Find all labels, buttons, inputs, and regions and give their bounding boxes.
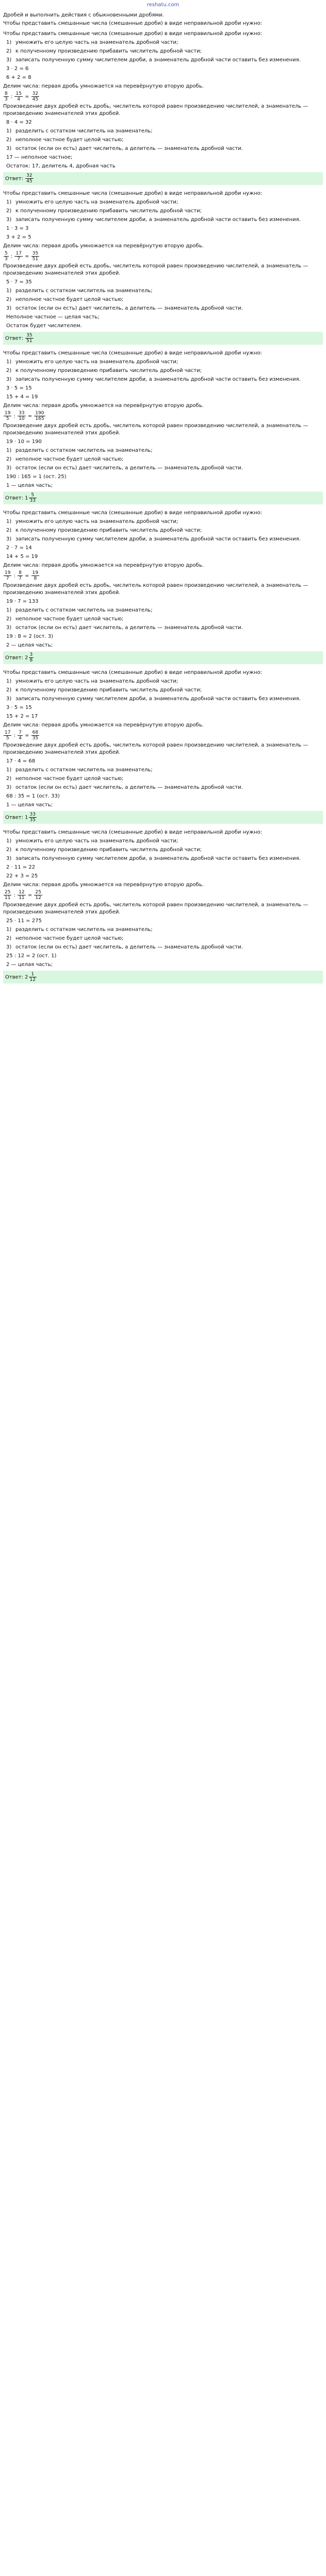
product-step: 19 · 10 = 190	[6, 439, 42, 445]
mixed-rule-step: 3) остаток (если он есть) дает числитель, а делитель — знаменатель дробной части.	[6, 306, 243, 311]
mixed-step: Неполное частное — целая часть;	[6, 314, 100, 320]
fraction: $\frac{12}{11}$	[19, 890, 25, 901]
calc-step: 3 · 5 = 15	[6, 705, 32, 710]
fraction: $\frac{32}{45}$	[26, 173, 32, 184]
mixed-step: Остаток: 17, делитель 4, дробная часть	[6, 163, 116, 169]
rule-intro: Чтобы представить смешанные числа (смешанные дроби) в виде неправильной дроби нужно:	[3, 829, 263, 835]
division-rule: Делим числа: первая дробь умножается на перевёрнутую вторую дробь.	[3, 563, 204, 568]
fraction: $\frac{8}{7}$	[19, 570, 22, 581]
answer-whole: 2	[25, 655, 28, 661]
calc-step: 2 · 11 = 22	[6, 865, 36, 870]
rule-step: 3) записать полученную сумму числителем дроби, а знаменатель дробной части оставить без изменения.	[6, 856, 301, 861]
calc-step: 3 + 2 = 5	[6, 234, 31, 240]
fraction: $\frac{3}{8}$	[29, 652, 33, 663]
product-step: 19 · 7 = 133	[6, 599, 39, 604]
fraction: $\frac{33}{35}$	[29, 812, 36, 823]
rule-step: 1) умножить его целую часть на знаменатель дробной части;	[6, 679, 178, 684]
fraction: $\frac{32}{45}$	[32, 91, 39, 102]
problem-block	[3, 350, 323, 504]
mixed-rule-step: 3) остаток (если он есть) дает числитель, а делитель — знаменатель дробной части.	[6, 146, 243, 151]
page	[0, 0, 326, 984]
mixed-rule-step: 1) разделить с остатком числитель на знаменатель;	[6, 448, 153, 453]
reduce-rule: Произведение двух дробей есть дробь, числитель которой равен произведению числителей, а знаменатель — произведению знаменателей этих дробей.	[3, 423, 308, 436]
rule-intro: Чтобы представить смешанные числа (смешанные дроби) в виде неправильной дроби нужно:	[3, 510, 263, 516]
fraction: $\frac{19}{8}$	[32, 570, 39, 581]
mixed-step: 1 — целая часть;	[6, 802, 53, 808]
mixed-rule-step: 3) остаток (если он есть) дает числитель, а делитель — знаменатель дробной части.	[6, 465, 243, 471]
fraction-expr: $\frac{19}{5}$ : $\frac{33}{10}$ = $\frac{190}{165}$	[5, 411, 44, 421]
rule-step: 1) умножить его целую часть на знаменатель дробной части;	[6, 359, 178, 365]
calc-step: 1 · 3 = 3	[6, 226, 29, 231]
reduce-rule: Произведение двух дробей есть дробь, числитель которой равен произведению числителей, а знаменатель — произведению знаменателей этих дробей.	[3, 583, 308, 596]
rule-intro: Чтобы представить смешанные числа (смешанные дроби) в виде неправильной дроби нужно:	[3, 670, 263, 675]
intro	[3, 12, 323, 27]
answer: Ответ: 2 $\frac{1}{12}$	[3, 971, 323, 984]
mixed-step: 25 : 12 = 2 (ост. 1)	[6, 953, 57, 959]
division-rule: Делим числа: первая дробь умножается на перевёрнутую вторую дробь.	[3, 722, 204, 728]
problem-block	[3, 669, 323, 824]
calc-step: 6 + 2 = 8	[6, 75, 31, 80]
fraction-expr: $\frac{8}{3}$ : $\frac{15}{4}$ = $\frac{32}{45}$	[5, 91, 39, 102]
division-rule: Делим числа: первая дробь умножается на перевёрнутую вторую дробь.	[3, 882, 204, 888]
fraction: $\frac{190}{165}$	[35, 411, 44, 421]
rule-step: 2) к полученному произведению прибавить числитель дробной части;	[6, 48, 202, 54]
fraction: $\frac{33}{10}$	[19, 411, 25, 421]
fraction: $\frac{8}{3}$	[5, 91, 8, 102]
problem-block	[3, 190, 323, 345]
answer: Ответ: 1 $\frac{33}{35}$	[3, 811, 323, 824]
site-title[interactable]: reshatu.com	[146, 2, 180, 8]
mixed-rule-step: 2) неполное частное будет целой частью;	[6, 456, 124, 462]
rule-step: 1) умножить его целую часть на знаменатель дробной части;	[6, 199, 178, 205]
rule-step: 1) умножить его целую часть на знаменатель дробной части;	[6, 838, 178, 844]
product-step: 5 · 7 = 35	[6, 279, 32, 285]
rule-step: 1) умножить его целую часть на знаменатель дробной части;	[6, 40, 178, 45]
fraction: $\frac{5}{33}$	[29, 493, 36, 503]
answer: Ответ: $\frac{35}{51}$	[3, 332, 323, 345]
calc-step: 14 + 5 = 19	[6, 554, 38, 560]
site-header[interactable]	[0, 0, 326, 11]
answer-whole: 1	[25, 495, 28, 501]
answer-whole: 1	[25, 815, 28, 821]
mixed-rule-step: 3) остаток (если он есть) дает числитель, а делитель — знаменатель дробной части.	[6, 625, 243, 631]
product-step: 17 · 4 = 68	[6, 758, 36, 764]
product-step: 25 · 11 = 275	[6, 918, 42, 924]
rule-step: 3) записать полученную сумму числителем дроби, а знаменатель дробной части оставить без изменения.	[6, 536, 301, 542]
mixed-rule-step: 2) неполное частное будет целой частью;	[6, 936, 124, 941]
mixed-step: 190 : 165 = 1 (ост. 25)	[6, 474, 67, 480]
calc-step: 3 · 5 = 15	[6, 385, 32, 391]
rule-step: 2) к полученному произведению прибавить числитель дробной части;	[6, 687, 202, 693]
rule-step: 2) к полученному произведению прибавить числитель дробной части;	[6, 528, 202, 533]
rule-step: 3) записать полученную сумму числителем дроби, а знаменатель дробной части оставить без изменения.	[6, 217, 301, 223]
fraction: $\frac{7}{4}$	[19, 730, 22, 741]
calc-step: 3 · 2 = 6	[6, 66, 29, 72]
fraction-expr: $\frac{25}{11}$ : $\frac{12}{11}$ = $\frac{25}{12}$	[5, 890, 41, 901]
mixed-rule-step: 2) неполное частное будет целой частью;	[6, 776, 124, 782]
fraction: $\frac{17}{5}$	[5, 730, 11, 741]
fraction: $\frac{5}{3}$	[5, 251, 8, 262]
fraction: $\frac{15}{4}$	[15, 91, 22, 102]
mixed-step: 17 — неполное частное;	[6, 155, 73, 160]
answer-whole: 2	[25, 974, 28, 980]
product-step: 8 · 4 = 32	[6, 120, 32, 125]
mixed-rule-step: 1) разделить с остатком числитель на знаменатель;	[6, 767, 153, 773]
mixed-step: Остаток будет числителем.	[6, 323, 82, 329]
calc-step: 2 · 7 = 14	[6, 545, 32, 551]
fraction: $\frac{19}{7}$	[5, 570, 11, 581]
problem-block	[3, 510, 323, 664]
fraction: $\frac{68}{35}$	[32, 730, 39, 741]
rule-intro: Чтобы представить смешанные числа (смешанные дроби) в виде неправильной дроби нужно:	[3, 31, 263, 37]
answer: Ответ: 1 $\frac{5}{33}$	[3, 492, 323, 504]
mixed-rule-step: 1) разделить с остатком числитель на знаменатель;	[6, 607, 153, 613]
fraction: $\frac{35}{51}$	[26, 333, 32, 344]
fraction: $\frac{1}{12}$	[29, 972, 36, 982]
fraction: $\frac{25}{12}$	[35, 890, 41, 901]
rule-step: 1) умножить его целую часть на знаменатель дробной части;	[6, 519, 178, 524]
reduce-rule: Произведение двух дробей есть дробь, числитель которой равен произведению числителей, а знаменатель — произведению знаменателей этих дробей.	[3, 742, 308, 755]
division-rule: Делим числа: первая дробь умножается на перевёрнутую вторую дробь.	[3, 83, 204, 89]
content	[0, 12, 326, 984]
problems-list	[3, 30, 323, 984]
rule-intro: Чтобы представить смешанные числа (смешанные дроби) в виде неправильной дроби нужно:	[3, 191, 263, 196]
mixed-step: 2 — целая часть;	[6, 962, 53, 968]
fraction: $\frac{25}{11}$	[5, 890, 11, 901]
rule-step: 3) записать полученную сумму числителем дроби, а знаменатель дробной части оставить без изменения.	[6, 57, 301, 63]
rule-step: 3) записать полученную сумму числителем дроби, а знаменатель дробной части оставить без изменения.	[6, 696, 301, 702]
mixed-rule-step: 2) неполное частное будет целой частью;	[6, 297, 124, 302]
intro-line: Дробей и выполнить действия с обыкновенными дробями.	[3, 12, 164, 18]
mixed-step: 1 — целая часть;	[6, 483, 53, 488]
mixed-step: 2 — целая часть;	[6, 642, 53, 648]
calc-step: 15 + 4 = 19	[6, 394, 38, 400]
answer: Ответ: $\frac{32}{45}$	[3, 172, 323, 185]
rule-step: 2) к полученному произведению прибавить числитель дробной части;	[6, 847, 202, 853]
rule-intro: Чтобы представить смешанные числа (смешанные дроби) в виде неправильной дроби нужно:	[3, 350, 263, 356]
division-rule: Делим числа: первая дробь умножается на перевёрнутую вторую дробь.	[3, 403, 204, 409]
mixed-rule-step: 2) неполное частное будет целой частью;	[6, 137, 124, 143]
fraction: $\frac{17}{7}$	[15, 251, 22, 262]
mixed-rule-step: 2) неполное частное будет целой частью;	[6, 616, 124, 622]
rule-step: 2) к полученному произведению прибавить числитель дробной части;	[6, 208, 202, 214]
mixed-rule-step: 3) остаток (если он есть) дает числитель, а делитель — знаменатель дробной части.	[6, 785, 243, 790]
problem-block	[3, 829, 323, 984]
problem-block	[3, 30, 323, 185]
rule-step: 2) к полученному произведению прибавить числитель дробной части;	[6, 368, 202, 374]
calc-step: 22 + 3 = 25	[6, 873, 38, 879]
calc-step: 15 + 2 = 17	[6, 714, 38, 719]
mixed-rule-step: 1) разделить с остатком числитель на знаменатель;	[6, 128, 153, 134]
mixed-rule-step: 1) разделить с остатком числитель на знаменатель;	[6, 288, 153, 294]
reduce-rule: Произведение двух дробей есть дробь, числитель которой равен произведению числителей, а знаменатель — произведению знаменателей этих дробей.	[3, 104, 308, 116]
mixed-rule-step: 1) разделить с остатком числитель на знаменатель;	[6, 927, 153, 933]
mixed-rule-step: 3) остаток (если он есть) дает числитель, а делитель — знаменатель дробной части.	[6, 944, 243, 950]
fraction: $\frac{19}{5}$	[5, 411, 11, 421]
rule-step: 3) записать полученную сумму числителем дроби, а знаменатель дробной части оставить без изменения.	[6, 377, 301, 382]
fraction-expr: $\frac{17}{5}$ : $\frac{7}{4}$ = $\frac{68}{35}$	[5, 730, 39, 741]
answer: Ответ: 2 $\frac{3}{8}$	[3, 651, 323, 664]
mixed-step: 68 : 35 = 1 (ост. 33)	[6, 793, 60, 799]
fraction-expr: $\frac{19}{7}$ : $\frac{8}{7}$ = $\frac{19}{8}$	[5, 570, 39, 581]
reduce-rule: Произведение двух дробей есть дробь, числитель которой равен произведению числителей, а знаменатель — произведению знаменателей этих дробей.	[3, 902, 308, 915]
fraction-expr: $\frac{5}{3}$ : $\frac{17}{7}$ = $\frac{35}{51}$	[5, 251, 39, 262]
fraction: $\frac{35}{51}$	[32, 251, 39, 262]
reduce-rule: Произведение двух дробей есть дробь, числитель которой равен произведению числителей, а знаменатель — произведению знаменателей этих дробей.	[3, 263, 308, 276]
division-rule: Делим числа: первая дробь умножается на перевёрнутую вторую дробь.	[3, 243, 204, 249]
mixed-step: 19 : 8 = 2 (ост. 3)	[6, 634, 54, 639]
intro-line: Чтобы представить смешанные числа (смешанные дроби) в виде неправильной дроби нужно:	[3, 21, 263, 26]
